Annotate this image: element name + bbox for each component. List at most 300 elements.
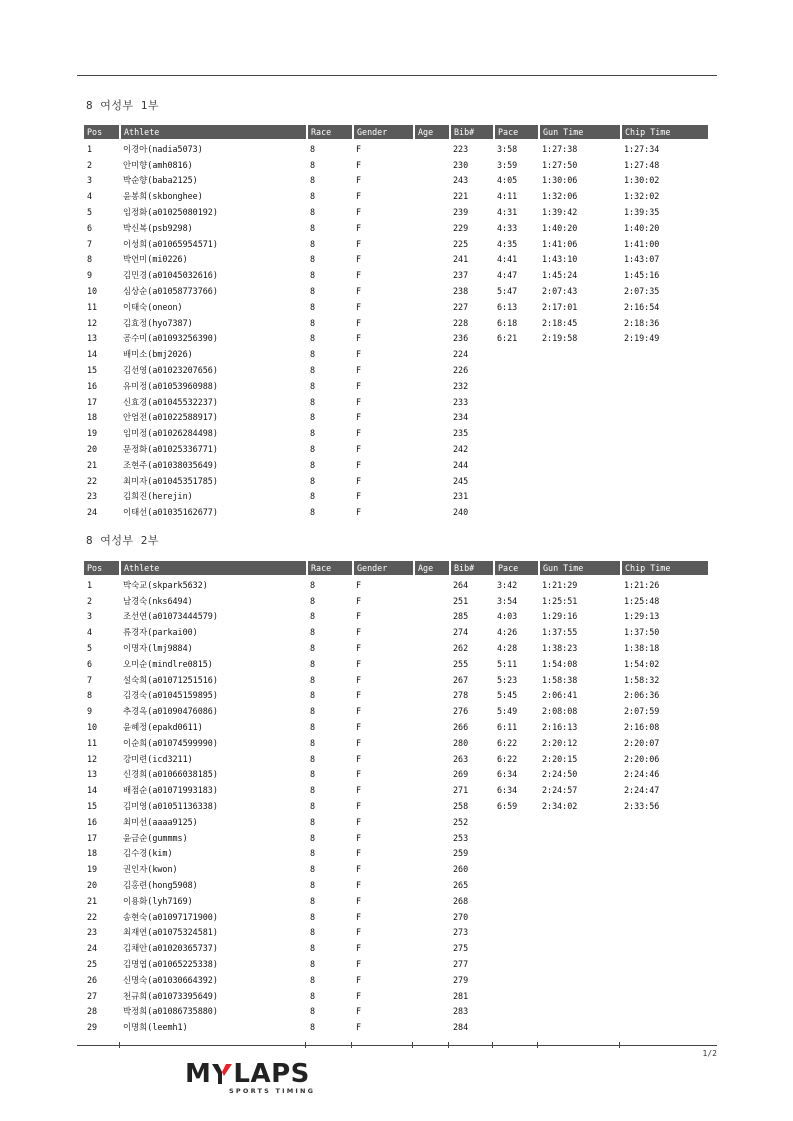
chip-time-cell: 1:37:50: [624, 627, 660, 638]
age-cell: [414, 909, 450, 925]
pos-cell: 22: [87, 911, 98, 922]
chip-time-cell: 2:07:59: [624, 706, 660, 717]
gender-cell: F: [356, 737, 362, 748]
race-cell: 8: [310, 864, 316, 875]
gender-cell: F: [356, 753, 362, 764]
gender-cell: F: [356, 444, 362, 455]
race-cell: 8: [310, 270, 316, 281]
age-cell: [414, 672, 450, 688]
race-cell: 8: [310, 444, 316, 455]
chip-time-cell: [621, 972, 708, 988]
column-tick: [305, 1042, 306, 1048]
bib-cell: 270: [453, 911, 469, 922]
results-table-2: [84, 561, 708, 1035]
gender-cell: F: [356, 943, 362, 954]
bib-cell: 285: [453, 611, 469, 622]
gun-time-cell: [539, 909, 621, 925]
gun-time-cell: [539, 425, 621, 441]
gender-cell: F: [356, 959, 362, 970]
column-tick: [351, 1042, 352, 1048]
gender-cell: F: [356, 848, 362, 859]
logo-subtitle: SPORTS TIMING: [229, 1087, 316, 1095]
age-cell: [414, 925, 450, 941]
gun-time-cell: 2:07:43: [542, 286, 578, 297]
athlete-cell: 배미소(bmj2026): [123, 349, 193, 360]
pace-cell: 4:41: [497, 254, 518, 265]
bottom-rule: [77, 1045, 717, 1046]
gun-time-cell: [539, 877, 621, 893]
gun-time-cell: [539, 362, 621, 378]
column-header-pace: Pace: [494, 561, 539, 575]
table-row: [84, 956, 708, 972]
pace-cell: [494, 893, 539, 909]
athlete-cell: 임정화(a01025080192): [123, 207, 218, 218]
pace-cell: 4:33: [497, 222, 518, 233]
bib-cell: 280: [453, 737, 469, 748]
athlete-cell: 윤봉희(skbonghee): [123, 191, 203, 202]
athlete-cell: 박숙교(skpark5632): [123, 579, 208, 590]
table-row: [84, 575, 708, 593]
pace-cell: [494, 988, 539, 1004]
gun-time-cell: [539, 410, 621, 426]
athlete-cell: 이성희(a01065954571): [123, 238, 218, 249]
chip-time-cell: [621, 1004, 708, 1020]
gender-cell: F: [356, 175, 362, 186]
table-row: [84, 972, 708, 988]
pace-cell: [494, 410, 539, 426]
bib-cell: 226: [453, 365, 469, 376]
chip-time-cell: 1:27:48: [624, 159, 660, 170]
column-tick: [619, 1042, 620, 1048]
pos-cell: 5: [87, 207, 93, 218]
table-row: [84, 703, 708, 719]
athlete-cell: 신명숙(a01030664392): [123, 974, 218, 985]
gun-time-cell: 2:19:58: [542, 333, 578, 344]
pace-cell: [494, 814, 539, 830]
bib-cell: 271: [453, 785, 469, 796]
athlete-cell: 안미향(amh0816): [123, 159, 193, 170]
race-cell: 8: [310, 286, 316, 297]
athlete-cell: 송현숙(a01097171900): [123, 911, 218, 922]
pos-cell: 25: [87, 959, 98, 970]
race-cell: 8: [310, 491, 316, 502]
pace-cell: [494, 504, 539, 520]
table-row: [84, 640, 708, 656]
gun-time-cell: [539, 504, 621, 520]
pos-cell: 13: [87, 769, 98, 780]
gun-time-cell: [539, 457, 621, 473]
pace-cell: [494, 473, 539, 489]
bib-cell: 231: [453, 491, 469, 502]
race-cell: 8: [310, 317, 316, 328]
bib-cell: 263: [453, 753, 469, 764]
table-row: [84, 735, 708, 751]
pos-cell: 3: [87, 175, 93, 186]
race-cell: 8: [310, 911, 316, 922]
athlete-cell: 이명희(leemh1): [123, 1022, 188, 1033]
gender-cell: F: [356, 990, 362, 1001]
pace-cell: 5:49: [497, 706, 518, 717]
bib-cell: 227: [453, 301, 469, 312]
chip-time-cell: 2:24:47: [624, 785, 660, 796]
table-row: [84, 457, 708, 473]
table-header-row: [84, 561, 708, 575]
race-cell: 8: [310, 943, 316, 954]
athlete-cell: 김미영(a01051136338): [123, 801, 218, 812]
table-row: [84, 346, 708, 362]
race-cell: 8: [310, 658, 316, 669]
athlete-cell: 김선영(a01023207656): [123, 365, 218, 376]
race-cell: 8: [310, 643, 316, 654]
table-row: [84, 814, 708, 830]
pos-cell: 2: [87, 595, 93, 606]
pace-cell: 5:11: [497, 658, 518, 669]
gender-cell: F: [356, 801, 362, 812]
pos-cell: 18: [87, 848, 98, 859]
race-cell: 8: [310, 475, 316, 486]
athlete-cell: 강미련(icd3211): [123, 753, 193, 764]
table-row: [84, 893, 708, 909]
chip-time-cell: 1:45:16: [624, 270, 660, 281]
chip-time-cell: [621, 909, 708, 925]
gender-cell: F: [356, 475, 362, 486]
age-cell: [414, 719, 450, 735]
pace-cell: [494, 441, 539, 457]
chip-time-cell: [621, 846, 708, 862]
table-row: [84, 173, 708, 189]
table-row: [84, 593, 708, 609]
chip-time-cell: [621, 489, 708, 505]
table-row: [84, 236, 708, 252]
column-tick: [412, 1042, 413, 1048]
gun-time-cell: [539, 893, 621, 909]
bib-cell: 225: [453, 238, 469, 249]
athlete-cell: 박신복(psb9298): [123, 222, 193, 233]
athlete-cell: 최미자(a01045351785): [123, 475, 218, 486]
gun-time-cell: 1:37:55: [542, 627, 578, 638]
athlete-cell: 이태선(a01035162677): [123, 507, 218, 518]
results-table-1: [84, 125, 708, 520]
pos-cell: 12: [87, 317, 98, 328]
pos-cell: 9: [87, 706, 93, 717]
pace-cell: [494, 956, 539, 972]
column-header-gun-time: Gun Time: [539, 125, 621, 139]
pos-cell: 12: [87, 753, 98, 764]
athlete-cell: 김명엽(a01065225338): [123, 959, 218, 970]
bib-cell: 253: [453, 832, 469, 843]
chip-time-cell: [621, 814, 708, 830]
race-cell: 8: [310, 301, 316, 312]
gender-cell: F: [356, 412, 362, 423]
pos-cell: 2: [87, 159, 93, 170]
gun-time-cell: 1:43:10: [542, 254, 578, 265]
pace-cell: 3:54: [497, 595, 518, 606]
gender-cell: F: [356, 706, 362, 717]
gender-cell: F: [356, 864, 362, 875]
bib-cell: 232: [453, 380, 469, 391]
gun-time-cell: [539, 1004, 621, 1020]
age-cell: [414, 1019, 450, 1035]
chip-time-cell: 2:16:54: [624, 301, 660, 312]
race-cell: 8: [310, 207, 316, 218]
column-header-gender: Gender: [353, 125, 414, 139]
table-row: [84, 362, 708, 378]
race-cell: 8: [310, 1006, 316, 1017]
gun-time-cell: 1:21:29: [542, 579, 578, 590]
pace-cell: [494, 457, 539, 473]
table-row: [84, 299, 708, 315]
age-cell: [414, 688, 450, 704]
column-header-age: Age: [414, 561, 450, 575]
column-header-age: Age: [414, 125, 450, 139]
athlete-cell: 안엄전(a01022588917): [123, 412, 218, 423]
age-cell: [414, 575, 450, 593]
age-cell: [414, 798, 450, 814]
chip-time-cell: 2:07:35: [624, 286, 660, 297]
age-cell: [414, 861, 450, 877]
gender-cell: F: [356, 1022, 362, 1033]
pos-cell: 21: [87, 459, 98, 470]
gun-time-cell: 1:29:16: [542, 611, 578, 622]
age-cell: [414, 751, 450, 767]
column-header-race: Race: [307, 125, 353, 139]
chip-time-cell: 2:19:49: [624, 333, 660, 344]
gun-time-cell: 1:39:42: [542, 207, 578, 218]
bib-cell: 245: [453, 475, 469, 486]
column-tick: [492, 1042, 493, 1048]
gun-time-cell: 1:25:51: [542, 595, 578, 606]
athlete-cell: 신효경(a01045532237): [123, 396, 218, 407]
race-cell: 8: [310, 333, 316, 344]
pace-cell: 4:26: [497, 627, 518, 638]
pace-cell: 6:18: [497, 317, 518, 328]
gun-time-cell: 1:40:20: [542, 222, 578, 233]
bib-cell: 260: [453, 864, 469, 875]
gun-time-cell: 2:17:01: [542, 301, 578, 312]
table-row: [84, 609, 708, 625]
age-cell: [414, 139, 450, 157]
bib-cell: 243: [453, 175, 469, 186]
pace-cell: 3:42: [497, 579, 518, 590]
gender-cell: F: [356, 333, 362, 344]
race-cell: 8: [310, 428, 316, 439]
gender-cell: F: [356, 974, 362, 985]
age-cell: [414, 236, 450, 252]
athlete-cell: 추경옥(a01090476086): [123, 706, 218, 717]
chip-time-cell: 2:24:46: [624, 769, 660, 780]
race-cell: 8: [310, 785, 316, 796]
gender-cell: F: [356, 380, 362, 391]
pos-cell: 13: [87, 333, 98, 344]
chip-time-cell: [621, 394, 708, 410]
gender-cell: F: [356, 769, 362, 780]
pace-cell: [494, 925, 539, 941]
age-cell: [414, 457, 450, 473]
section-title-1: 8 여성부 1부: [86, 99, 159, 112]
age-cell: [414, 972, 450, 988]
age-cell: [414, 173, 450, 189]
gender-cell: F: [356, 643, 362, 654]
race-cell: 8: [310, 737, 316, 748]
age-cell: [414, 814, 450, 830]
gun-time-cell: [539, 830, 621, 846]
column-header-pos: Pos: [84, 561, 120, 575]
gun-time-cell: 1:54:08: [542, 658, 578, 669]
gender-cell: F: [356, 317, 362, 328]
logo-text-left: M: [185, 1059, 212, 1089]
gender-cell: F: [356, 270, 362, 281]
age-cell: [414, 204, 450, 220]
table-header-row: [84, 125, 708, 139]
table-row: [84, 489, 708, 505]
gun-time-cell: [539, 1019, 621, 1035]
bib-cell: 269: [453, 769, 469, 780]
gender-cell: F: [356, 816, 362, 827]
gender-cell: F: [356, 895, 362, 906]
pos-cell: 4: [87, 627, 93, 638]
pos-cell: 10: [87, 722, 98, 733]
chip-time-cell: [621, 441, 708, 457]
pos-cell: 19: [87, 864, 98, 875]
chip-time-cell: [621, 956, 708, 972]
pos-cell: 3: [87, 611, 93, 622]
race-cell: 8: [310, 974, 316, 985]
gun-time-cell: 1:45:24: [542, 270, 578, 281]
race-cell: 8: [310, 722, 316, 733]
gun-time-cell: [539, 378, 621, 394]
bib-cell: 252: [453, 816, 469, 827]
pos-cell: 6: [87, 658, 93, 669]
pace-cell: [494, 861, 539, 877]
age-cell: [414, 830, 450, 846]
race-cell: 8: [310, 380, 316, 391]
athlete-cell: 박정희(a01086735880): [123, 1006, 218, 1017]
gun-time-cell: 1:41:06: [542, 238, 578, 249]
table-row: [84, 767, 708, 783]
bib-cell: 264: [453, 579, 469, 590]
gender-cell: F: [356, 159, 362, 170]
bib-cell: 235: [453, 428, 469, 439]
race-cell: 8: [310, 595, 316, 606]
gun-time-cell: [539, 489, 621, 505]
athlete-cell: 김민경(a01045032616): [123, 270, 218, 281]
pace-cell: 6:11: [497, 722, 518, 733]
bib-cell: 255: [453, 658, 469, 669]
table-row: [84, 425, 708, 441]
athlete-cell: 박언미(mi0226): [123, 254, 188, 265]
gun-time-cell: [539, 972, 621, 988]
age-cell: [414, 877, 450, 893]
age-cell: [414, 489, 450, 505]
pos-cell: 23: [87, 491, 98, 502]
pos-cell: 1: [87, 579, 93, 590]
gun-time-cell: 2:06:41: [542, 690, 578, 701]
race-cell: 8: [310, 254, 316, 265]
gun-time-cell: 1:58:38: [542, 674, 578, 685]
bib-cell: 259: [453, 848, 469, 859]
pace-cell: 3:58: [497, 143, 518, 154]
race-cell: 8: [310, 801, 316, 812]
race-cell: 8: [310, 412, 316, 423]
table-row: [84, 719, 708, 735]
race-cell: 8: [310, 769, 316, 780]
gender-cell: F: [356, 365, 362, 376]
chip-time-cell: [621, 410, 708, 426]
pos-cell: 21: [87, 895, 98, 906]
table-row: [84, 267, 708, 283]
table-row: [84, 315, 708, 331]
pace-cell: 4:35: [497, 238, 518, 249]
bib-cell: 244: [453, 459, 469, 470]
race-cell: 8: [310, 832, 316, 843]
column-header-pos: Pos: [84, 125, 120, 139]
chip-time-cell: 2:20:06: [624, 753, 660, 764]
gun-time-cell: 2:24:57: [542, 785, 578, 796]
gun-time-cell: 2:24:50: [542, 769, 578, 780]
race-cell: 8: [310, 143, 316, 154]
pos-cell: 24: [87, 943, 98, 954]
table-row: [84, 624, 708, 640]
table-row: [84, 909, 708, 925]
pace-cell: [494, 425, 539, 441]
bib-cell: 275: [453, 943, 469, 954]
gender-cell: F: [356, 491, 362, 502]
race-cell: 8: [310, 396, 316, 407]
gun-time-cell: [539, 956, 621, 972]
chip-time-cell: [621, 877, 708, 893]
chip-time-cell: [621, 504, 708, 520]
pace-cell: 6:59: [497, 801, 518, 812]
chip-time-cell: 2:33:56: [624, 801, 660, 812]
bib-cell: 268: [453, 895, 469, 906]
race-cell: 8: [310, 238, 316, 249]
chip-time-cell: 1:39:35: [624, 207, 660, 218]
gender-cell: F: [356, 579, 362, 590]
gender-cell: F: [356, 238, 362, 249]
pos-cell: 28: [87, 1006, 98, 1017]
chip-time-cell: [621, 830, 708, 846]
athlete-cell: 이명자(lmj9884): [123, 643, 193, 654]
gender-cell: F: [356, 658, 362, 669]
bib-cell: 265: [453, 880, 469, 891]
gender-cell: F: [356, 595, 362, 606]
athlete-cell: 오미순(mindlre0815): [123, 658, 213, 669]
race-cell: 8: [310, 895, 316, 906]
pace-cell: [494, 909, 539, 925]
athlete-cell: 천규희(a01073395649): [123, 990, 218, 1001]
age-cell: [414, 378, 450, 394]
bib-cell: 276: [453, 706, 469, 717]
chip-time-cell: 2:20:07: [624, 737, 660, 748]
chip-time-cell: [621, 346, 708, 362]
chip-time-cell: [621, 457, 708, 473]
gender-cell: F: [356, 428, 362, 439]
pace-cell: 4:11: [497, 191, 518, 202]
pos-cell: 15: [87, 801, 98, 812]
bib-cell: 229: [453, 222, 469, 233]
pace-cell: [494, 1019, 539, 1035]
pos-cell: 6: [87, 222, 93, 233]
gender-cell: F: [356, 222, 362, 233]
bib-cell: 284: [453, 1022, 469, 1033]
pace-cell: 4:28: [497, 643, 518, 654]
age-cell: [414, 410, 450, 426]
bib-cell: 238: [453, 286, 469, 297]
pos-cell: 19: [87, 428, 98, 439]
age-cell: [414, 504, 450, 520]
bib-cell: 223: [453, 143, 469, 154]
race-cell: 8: [310, 627, 316, 638]
